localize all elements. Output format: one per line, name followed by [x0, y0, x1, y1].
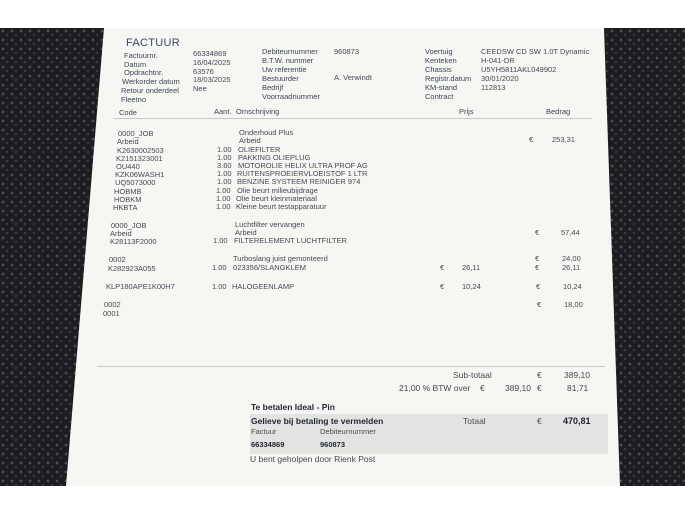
km-reading-value: 112813 [481, 83, 506, 92]
line-code: KZK06WASH1 [115, 170, 165, 179]
line-desc: RUITENSPROEIERVLOEISTOF 1 LTR [237, 169, 368, 178]
col-price-header: Prijs [459, 107, 474, 116]
return-part-label: Retour onderdeel [121, 86, 179, 95]
invoice-date-value: 16/04/2025 [193, 58, 231, 67]
col-qty-header: Aant. [214, 107, 232, 116]
vehicle-value: CEEDSW CD SW 1.0T Dynamic [481, 47, 590, 56]
line-qty: 1.00 [213, 236, 228, 245]
line-amount-currency: € [536, 282, 541, 291]
plate-label: Kenteken [425, 56, 457, 65]
invoice-number-label: Factuurnr. [124, 51, 158, 60]
line-qty: 1.00 [217, 145, 232, 154]
total-value: 470,81 [563, 416, 591, 426]
line-qty: 3.60 [217, 161, 232, 170]
line-amount: 10,24 [563, 282, 582, 291]
chassis-value: U5YH5811AKL049902 [481, 65, 557, 74]
line-qty: 1.00 [212, 282, 227, 291]
line-code: HOBKM [114, 195, 142, 204]
line-price-currency: € [440, 282, 445, 291]
company-label: Bedrijf [262, 83, 284, 92]
header-divider [114, 118, 592, 119]
line-amount: 24,00 [562, 254, 581, 263]
reference-debtor-label: Debiteurnummer [320, 427, 376, 436]
chassis-label: Chassis [425, 65, 452, 74]
line-desc: 023356/SLANGKLEM [233, 263, 306, 272]
line-code: K2151323001 [116, 154, 163, 163]
line-desc: BENZINE SYSTEEM REINIGER 974 [237, 177, 361, 186]
line-code: HKBTA [113, 203, 138, 212]
line-desc: MOTOROLIE HELIX ULTRA PROF AG [238, 161, 368, 170]
return-part-value: Nee [193, 84, 207, 93]
line-qty: 1.00 [216, 186, 231, 195]
line-qty: 1.00 [217, 153, 232, 162]
line-qty: 1.00 [217, 177, 232, 186]
line-code: HOBMB [114, 187, 142, 196]
invoice-number-value: 66334869 [193, 49, 227, 58]
your-reference-label: Uw referentie [262, 65, 307, 74]
line-code: 0000_JOB [118, 129, 154, 138]
stock-number-label: Voorraadnummer [262, 92, 320, 101]
line-qty: 1.00 [216, 202, 231, 211]
line-code: UQ5073000 [115, 178, 156, 187]
line-code: 0000_JOB [111, 221, 147, 230]
total-currency: € [537, 416, 542, 426]
line-code: OU440 [116, 162, 140, 171]
line-qty: 1.00 [212, 263, 227, 272]
line-price: 10,24 [462, 282, 481, 291]
line-amount-currency: € [535, 254, 540, 263]
driver-label: Bestuurder [262, 74, 299, 83]
line-desc: Arbeid [235, 228, 257, 237]
subtotal-label: Sub-totaal [453, 370, 492, 380]
line-desc: Olie beurt milieubijdrage [237, 186, 318, 195]
driver-value: A. Verwindt [334, 73, 372, 82]
line-desc: Luchtfilter vervangen [235, 220, 305, 229]
invoice-date-label: Datum [124, 60, 147, 69]
workorder-date-value: 18/03/2025 [193, 75, 231, 84]
line-desc: Arbeid [239, 136, 261, 145]
reference-invoice-value: 66334869 [251, 440, 285, 449]
registration-date-value: 30/01/2020 [481, 74, 519, 83]
reference-debtor-value: 960873 [320, 440, 346, 449]
total-label: Totaal [463, 416, 486, 426]
subtotal-value: 389,10 [564, 370, 590, 380]
line-desc: OLIEFILTER [238, 145, 281, 154]
col-desc-header: Omschrijving [236, 107, 280, 116]
plate-value: H-041-DR [481, 56, 515, 65]
line-code: 0002 [109, 255, 126, 264]
line-code: K28113F2000 [110, 237, 157, 246]
line-qty: 1.00 [216, 194, 231, 203]
line-desc: Olie beurt kleinmateriaal [236, 194, 317, 203]
col-amount-header: Bedrag [546, 107, 571, 116]
line-code: Arbeid [117, 137, 139, 146]
payment-instruction: Gelieve bij betaling te vermelden [251, 416, 384, 426]
vat-value: 81,71 [567, 383, 589, 393]
line-price-currency: € [440, 263, 445, 272]
line-code: 0002 [104, 300, 121, 309]
vat-base-value: 389,10 [505, 383, 531, 393]
line-desc: PAKKING OLIEPLUG [238, 153, 311, 162]
subtotal-currency: € [537, 370, 542, 380]
line-amount: 57,44 [561, 228, 580, 237]
vat-base-currency: € [480, 383, 485, 393]
vat-number-label: B.T.W. nummer [262, 56, 314, 65]
line-code: KLP180APE1K00H7 [106, 282, 175, 291]
line-amount-currency: € [535, 228, 540, 237]
vat-label: 21,00 % BTW over [399, 383, 471, 393]
workorder-date-label: Werkorder datum [122, 77, 180, 86]
line-desc: HALOGEENLAMP [232, 282, 295, 291]
line-qty: 1.00 [217, 169, 232, 178]
line-amount: 253,31 [552, 135, 575, 144]
debtor-number-label: Debiteurnummer [262, 47, 318, 56]
served-by-note: U bent geholpen door Rienk Post [250, 454, 376, 464]
line-amount: 26,11 [562, 263, 581, 272]
totals-divider [97, 366, 605, 367]
vehicle-label: Voertuig [425, 47, 453, 56]
line-amount-currency: € [537, 300, 542, 309]
line-code: K2630002503 [117, 146, 164, 155]
contract-label: Contract [425, 92, 454, 101]
col-code-header: Code [119, 108, 137, 117]
invoice-title: FACTUUR [126, 37, 181, 49]
order-number-value: 63576 [193, 67, 214, 76]
km-reading-label: KM-stand [425, 83, 458, 92]
line-desc: FILTERELEMENT LUCHTFILTER [234, 236, 347, 245]
line-code: 0001 [103, 309, 120, 318]
line-amount-currency: € [535, 263, 540, 272]
reference-invoice-label: Factuur [251, 427, 277, 436]
line-code: Arbeid [110, 229, 132, 238]
vat-currency: € [537, 383, 542, 393]
payment-method: Te betalen Ideal - Pin [251, 402, 335, 412]
registration-date-label: Registr.datum [425, 74, 472, 83]
order-number-label: Opdrachtnr. [124, 68, 164, 77]
line-desc: Turboslang juist gemonteerd [233, 254, 328, 263]
line-code: K282923A055 [108, 264, 156, 273]
line-price: 26,11 [462, 263, 481, 272]
line-amount: 18,00 [564, 300, 583, 309]
line-desc: Kleine beurt testapparatuur [236, 202, 327, 211]
fleetno-label: Fleetno [121, 95, 147, 104]
debtor-number-value: 960873 [334, 47, 360, 56]
line-desc: Onderhoud Plus [239, 128, 294, 137]
line-amount-currency: € [529, 135, 534, 144]
